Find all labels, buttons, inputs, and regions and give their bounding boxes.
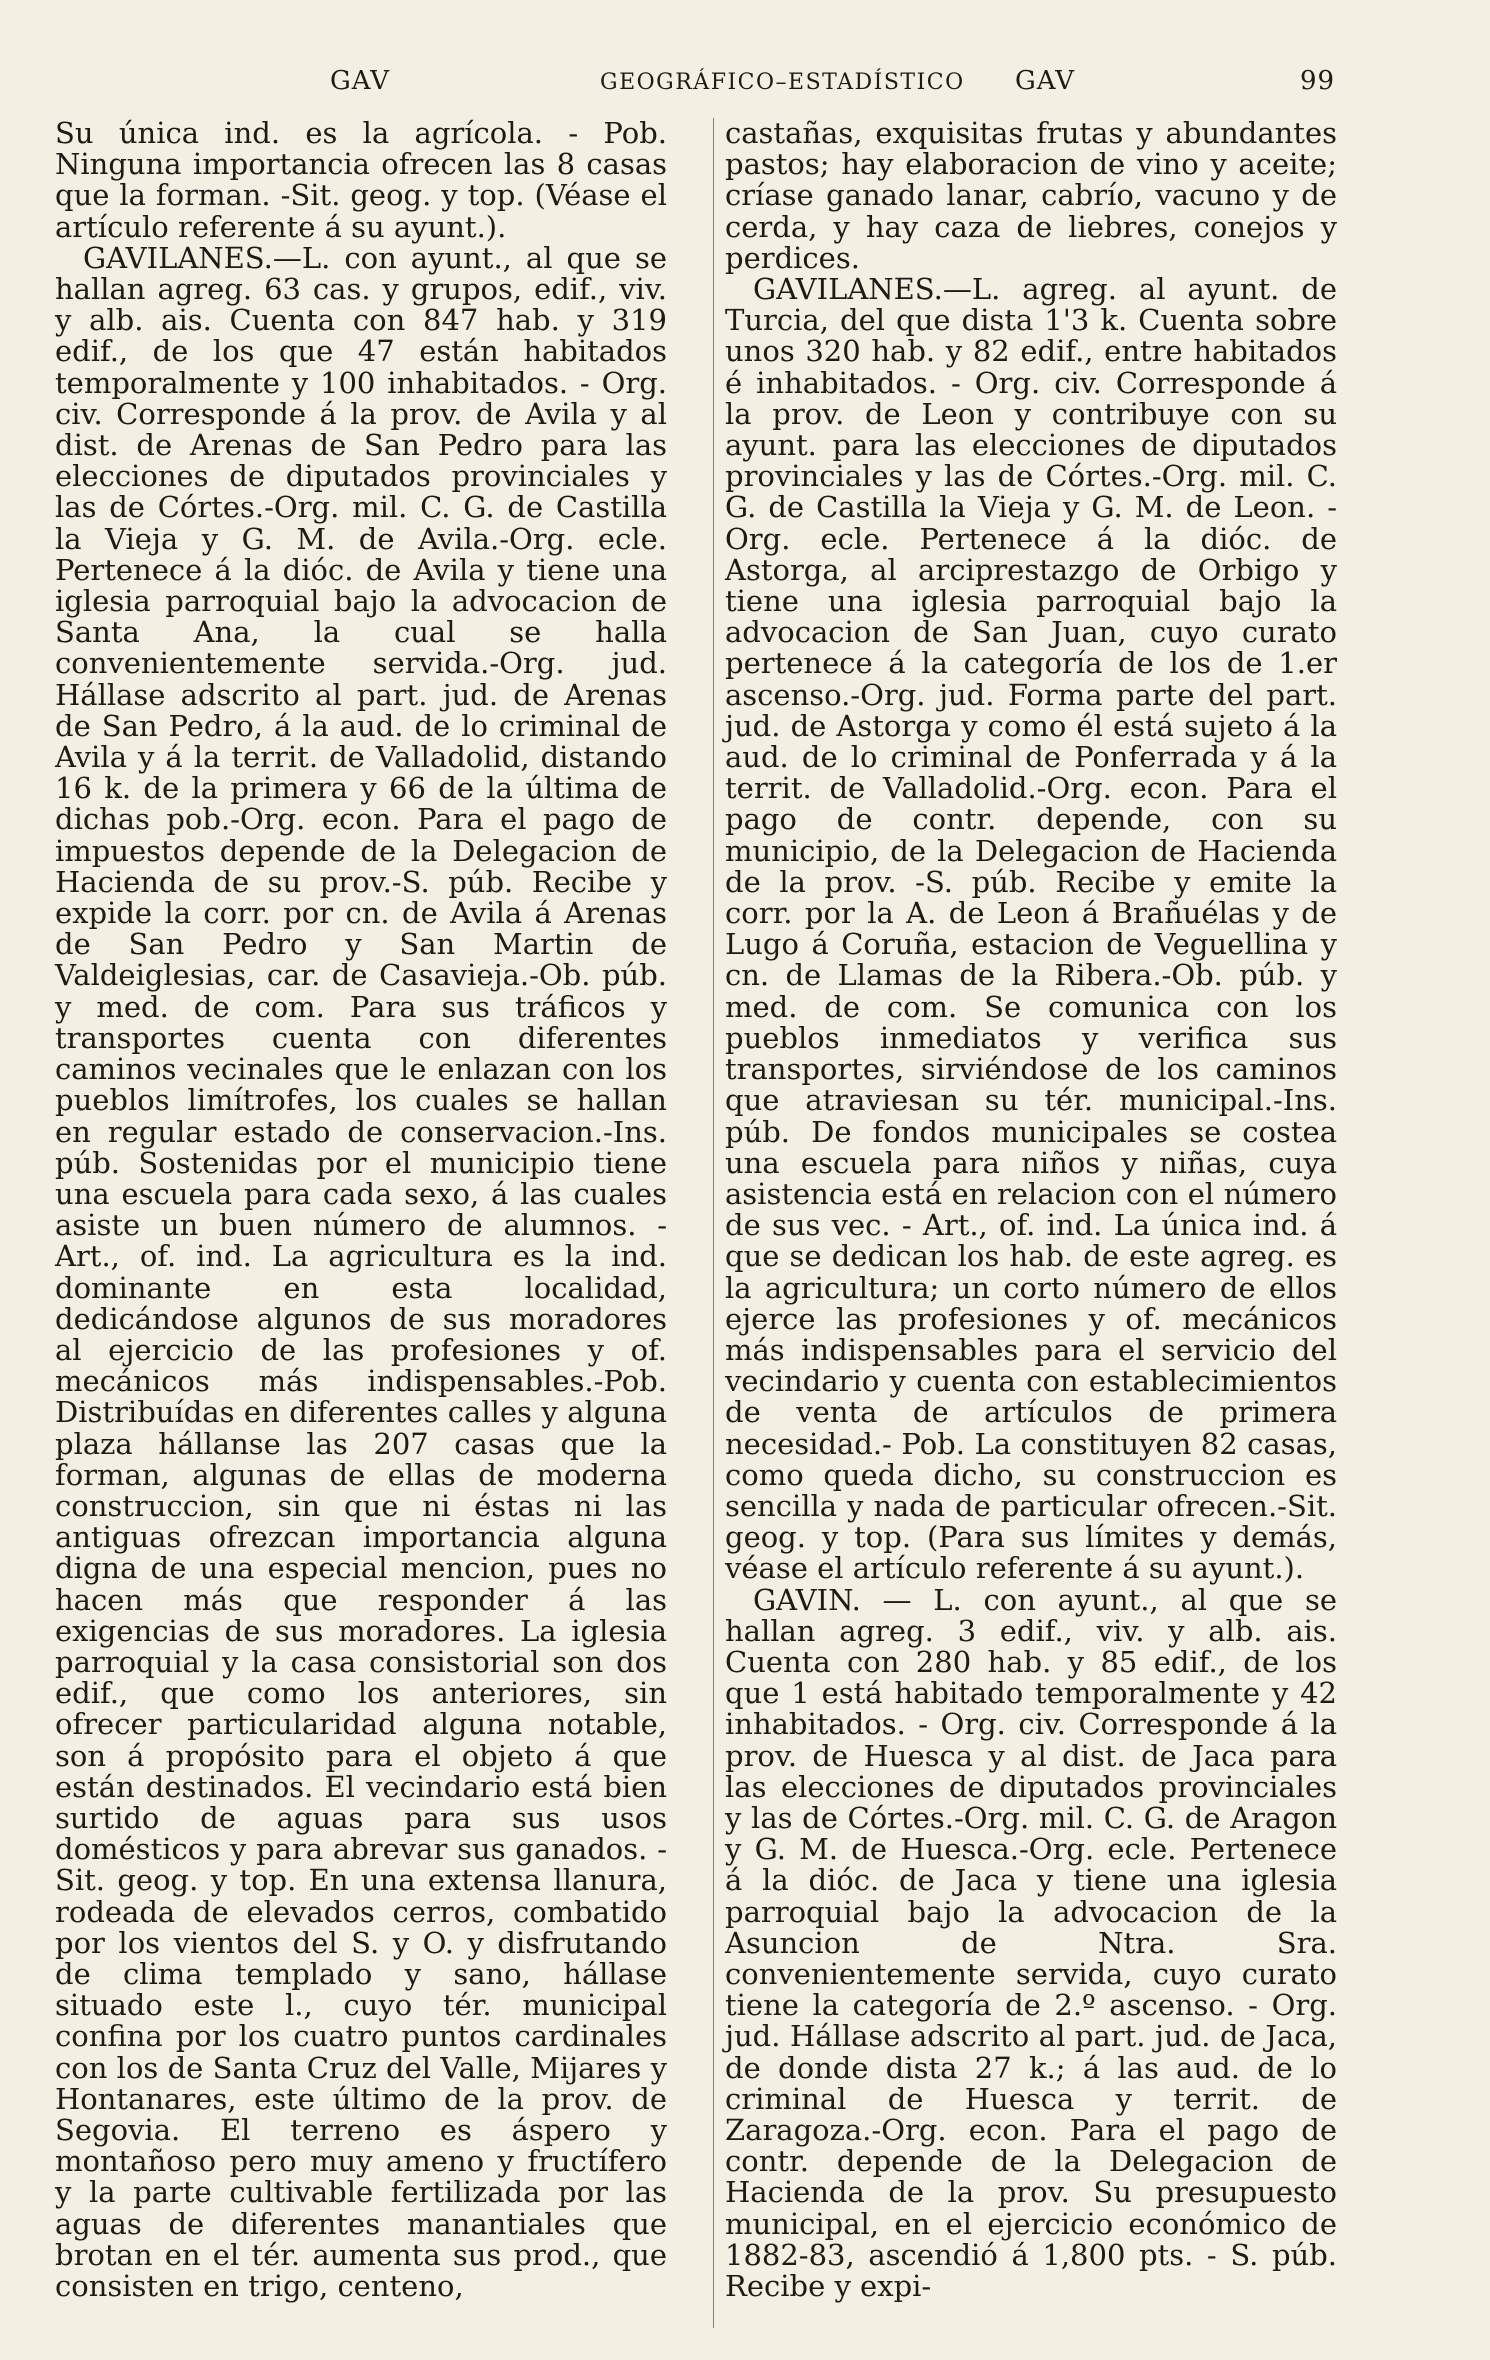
entry-gavin: GAVIN. — L. con ayunt., al que se hallan agreg. 3 edif., viv. y alb. ais. Cuenta con 280 hab. y 85 edif., de los que 1 está habitado temporalmente y 42 inhabitados. - Org. civ. Corresponde á la prov. de Huesca y al dist. de Jaca para las elecciones de diputados provinciales y las de Córtes.-Org. mil. C. G. de Aragon y G. M. de Huesca.-Org. ecle. Pertenece á la dióc. de Jaca y tiene una iglesia parroquial bajo la advocacion de la Asuncion de Ntra. Sra. convenientemente servida, cuyo curato tiene la categoría de 2.º ascenso. - Org. jud. Hállase adscrito al part. jud. de Jaca, de donde dista 27 k.; á las aud. de lo criminal de Huesca y territ. de Zaragoza.-Org. econ. Para el pago de contr. depende de la Delegacion de Hacienda de la prov. Su presupuesto municipal, en el ejercicio económico de 1882-83, ascendió á 1,800 pts. - S. púb. Recibe y expi- <box>725 1582 1337 2304</box>
left-column <box>55 118 667 2302</box>
header-title: GEOGRÁFICO–ESTADÍSTICO <box>600 70 965 95</box>
header-left-keyword: GAV <box>330 66 391 96</box>
column-divider <box>713 118 714 2328</box>
entry-continuation: castañas, exquisitas frutas y abundantes pastos; hay elaboracion de vino y aceite; críase ganado lanar, cabrío, vacuno y de cerda, y hay caza de liebres, conejos y perdices. <box>725 116 1337 275</box>
entry-gavilanes-leon: GAVILANES.—L. agreg. al ayunt. de Turcia, del que dista 1'3 k. Cuenta sobre unos 320 hab. y 82 edif., entre habitados é inhabitados. - Org. civ. Corresponde á la prov. de Leon y contribuye con su ayunt. para las elecciones de diputados provinciales y las de Córtes.-Org. mil. C. G. de Castilla la Vieja y G. M. de Leon. - Org. ecle. Pertenece á la dióc. de Astorga, al arciprestazgo de Orbigo y tiene una iglesia parroquial bajo la advocacion de San Juan, cuyo curato pertenece á la categoría de los de 1.er ascenso.-Org. jud. Forma parte del part. jud. de Astorga y como él está sujeto á la aud. de lo criminal de Ponferrada y á la territ. de Valladolid.-Org. econ. Para el pago de contr. depende, con su municipio, de la Delegacion de Hacienda de la prov. -S. púb. Recibe y emite la corr. por la A. de Leon á Brañuélas y de Lugo á Coruña, estacion de Veguellina y cn. de Llamas de la Ribera.-Ob. púb. y med. de com. Se comunica con los pueblos inmediatos y verifica sus transportes, sirviéndose de los caminos que atraviesan su tér. municipal.-Ins. púb. De fondos municipales se costea una escuela para niños y niñas, cuya asistencia está en relacion con el número de sus vec. - Art., of. ind. La única ind. á que se dedican los hab. de este agreg. es la agricultura; un corto número de ellos ejerce las profesiones y of. mecánicos más indispensables para el servicio del vecindario y cuenta con establecimientos de venta de artículos de primera necesidad.- Pob. La constituyen 82 casas, como queda dicho, su construccion es sencilla y nada de particular ofrecen.-Sit. geog. y top. (Para sus límites y demás, véase el artículo referente á su ayunt.). <box>725 272 1337 1586</box>
right-column <box>725 118 1337 2302</box>
entry-continuation: Su única ind. es la agrícola. - Pob. Ninguna importancia ofrecen las 8 casas que la forman. -Sit. geog. y top. (Véase el artículo referente á su ayunt.). <box>55 116 667 244</box>
running-header <box>60 66 1380 110</box>
page-number: 99 <box>1300 66 1336 96</box>
entry-gavilanes-avila: GAVILANES.—L. con ayunt., al que se hallan agreg. 63 cas. y grupos, edif., viv. y alb. ais. Cuenta con 847 hab. y 319 edif., de los que 47 están habitados temporalmente y 100 inhabitados. - Org. civ. Corresponde á la prov. de Avila y al dist. de Arenas de San Pedro para las elecciones de diputados provinciales y las de Córtes.-Org. mil. C. G. de Castilla la Vieja y G. M. de Avila.-Org. ecle. Pertenece á la dióc. de Avila y tiene una iglesia parroquial bajo la advocacion de Santa Ana, la cual se halla convenientemente servida.-Org. jud. Hállase adscrito al part. jud. de Arenas de San Pedro, á la aud. de lo criminal de Avila y á la territ. de Valladolid, distando 16 k. de la primera y 66 de la última de dichas pob.-Org. econ. Para el pago de impuestos depende de la Delegacion de Hacienda de su prov.-S. púb. Recibe y expide la corr. por cn. de Avila á Arenas de San Pedro y San Martin de Valdeiglesias, car. de Casavieja.-Ob. púb. y med. de com. Para sus tráficos y transportes cuenta con diferentes caminos vecinales que le enlazan con los pueblos limítrofes, los cuales se hallan en regular estado de conservacion.-Ins. púb. Sostenidas por el municipio tiene una escuela para cada sexo, á las cuales asiste un buen número de alumnos. - Art., of. ind. La agricultura es la ind. dominante en esta localidad, dedicándose algunos de sus moradores al ejercicio de las profesiones y of. mecánicos más indispensables.-Pob. Distribuídas en diferentes calles y alguna plaza hállanse las 207 casas que la forman, algunas de ellas de moderna construccion, sin que ni éstas ni las antiguas ofrezcan importancia alguna digna de una especial mencion, pues no hacen más que responder á las exigencias de sus moradores. La iglesia parroquial y la casa consistorial son dos edif., que como los anteriores, sin ofrecer particularidad alguna notable, son á propósito para el objeto á que están destinados. El vecindario está bien surtido de aguas para sus usos domésticos y para abrevar sus ganados. -Sit. geog. y top. En una extensa llanura, rodeada de elevados cerros, combatido por los vientos del S. y O. y disfrutando de clima templado y sano, hállase situado este l., cuyo tér. municipal confina por los cuatro puntos cardinales con los de Santa Cruz del Valle, Mijares y Hontanares, este último de la prov. de Segovia. El terreno es áspero y montañoso pero muy ameno y fructífero y la parte cultivable fertilizada por las aguas de diferentes manantiales que brotan en el tér. aumenta sus prod., que consisten en trigo, centeno, <box>55 240 667 2304</box>
header-right-keyword: GAV <box>1015 66 1076 96</box>
